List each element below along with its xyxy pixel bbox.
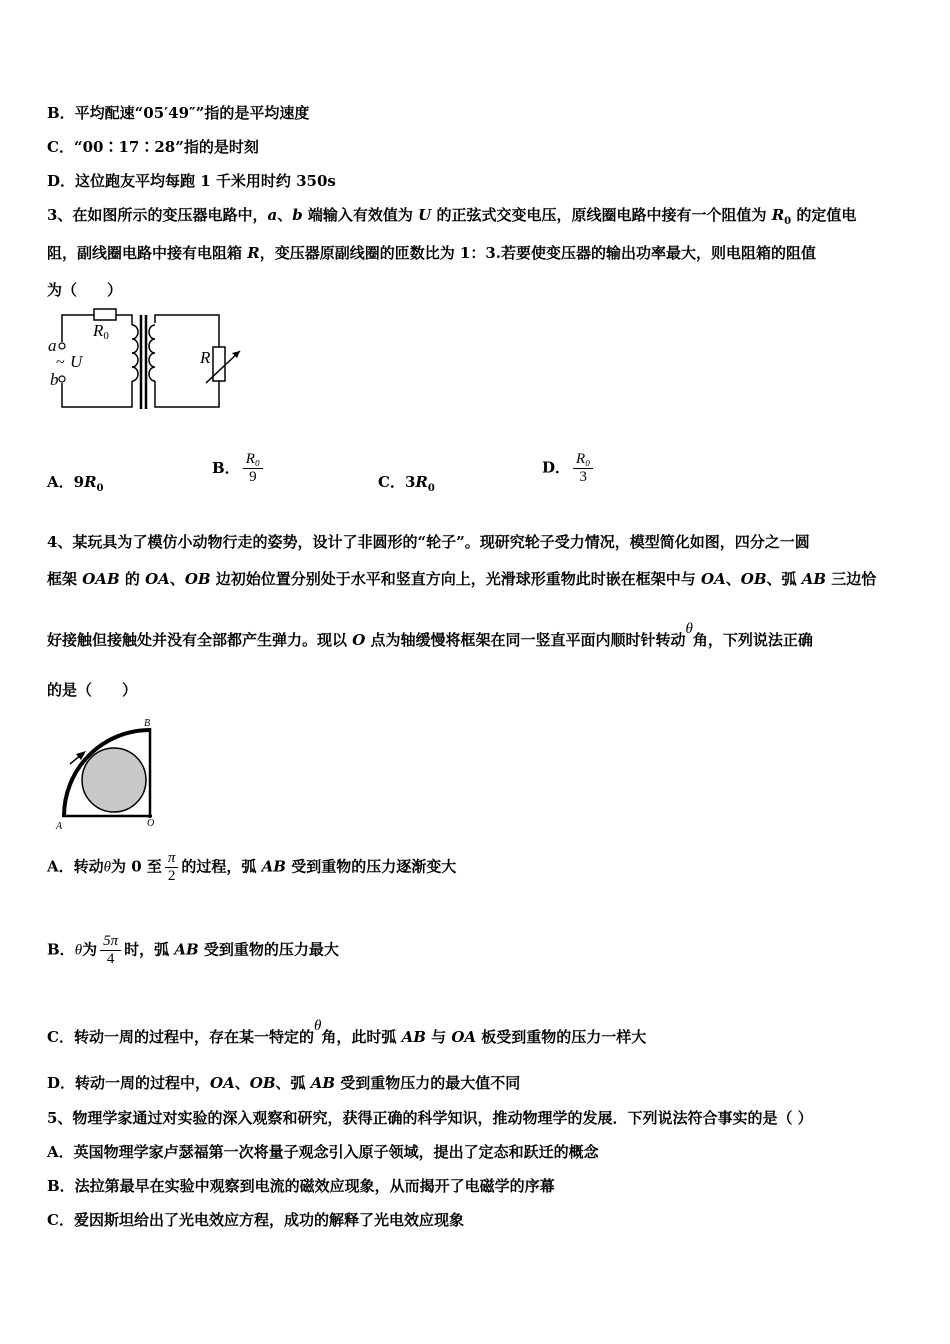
q4-option-a: A．转动θ为 0 至 $\frac{\pi}{2}$ 的过程，弧 AB 受到重物的压力逐渐变大 — [47, 850, 457, 884]
point-a-label: A — [56, 821, 63, 832]
q3-option-a: A．$9R_0$ — [47, 473, 104, 494]
q5-option-b: B．法拉第最早在实验中观察到电流的磁效应现象，从而揭开了电磁学的序幕 — [47, 1177, 555, 1195]
voltage-u-label: U — [70, 352, 83, 371]
option-d: D．这位跑友平均每跑 1 千米用时约 350s — [47, 172, 336, 190]
q4-stem-line2: 框架 OAB 的 OA、OB 边初始位置分别处于水平和竖直方向上，光滑球形重物此时嵌在框架中与 OA、OB、弧 AB 三边恰 — [47, 570, 877, 588]
q4-stem-line4: 的是（ ） — [47, 681, 138, 699]
q3-option-d: D． $\frac{\text{R₀}}{3}$ — [542, 451, 596, 486]
option-c: C．“00∶17∶28”指的是时刻 — [47, 138, 259, 156]
q4-stem-line1: 4、某玩具为了模仿小动物行走的姿势，设计了非圆形的“轮子”。现研究轮子受力情况，模型简化如图，四分之一圆 — [47, 533, 810, 551]
q3-option-b: B． $\frac{\text{R₀}}{9}$ — [212, 451, 266, 486]
q5-stem: 5、物理学家通过对实验的深入观察和研究，获得正确的科学知识，推动物理学的发展．下列说法符合事实的是（ ） — [47, 1109, 813, 1127]
q3-stem-line1: 3、在如图所示的变压器电路中，a、b 端输入有效值为 U 的正弦式交变电压，原线圈电路中接有一个阻值为 $R_0$ 的定值电 — [47, 206, 857, 227]
theta-symbol: θ — [685, 621, 693, 637]
quarter-circle-frame-figure — [50, 716, 165, 836]
point-o-label: O — [147, 818, 155, 829]
heavy-ball — [82, 748, 146, 812]
ac-source-symbol: ~ — [56, 354, 65, 371]
q4-option-d: D．转动一周的过程中，OA、OB、弧 AB 受到重物压力的最大值不同 — [47, 1074, 521, 1092]
q4-option-c: C．转动一周的过程中，存在某一特定的θ角，此时弧 AB 与 OA 板受到重物的压力一样大 — [47, 1018, 647, 1046]
terminal-a-label: a — [48, 336, 57, 355]
q3-stem-line2: 阻，副线圈电路中接有电阻箱 R，变压器原副线圈的匝数比为 1：3.若要使变压器的输出功率最大，则电阻箱的阻值 — [47, 244, 817, 262]
terminal-b-label: b — [50, 370, 59, 389]
r0-label: R0 — [93, 321, 109, 342]
transformer-circuit-figure — [44, 305, 254, 415]
q4-option-b: B．θ为 $\frac{5\pi}{4}$ 时，弧 AB 受到重物的压力最大 — [47, 933, 339, 967]
option-b: B．平均配速“05′49″”指的是平均速度 — [47, 104, 310, 122]
q5-option-a: A．英国物理学家卢瑟福第一次将量子观念引入原子领域，提出了定态和跃迁的概念 — [47, 1143, 599, 1161]
q4-stem-line3: 好接触但接触处并没有全部都产生弹力。现以 O 点为轴缓慢将框架在同一竖直平面内顺时针转动θ角，下列说法正确 — [47, 621, 813, 649]
point-b-label: B — [144, 718, 151, 729]
q3-stem-line3: 为（ ） — [47, 281, 123, 299]
q5-option-c: C．爱因斯坦给出了光电效应方程，成功的解释了光电效应现象 — [47, 1211, 464, 1229]
q3-option-c: C．$3R_0$ — [378, 473, 435, 494]
r-label: R — [200, 348, 211, 367]
